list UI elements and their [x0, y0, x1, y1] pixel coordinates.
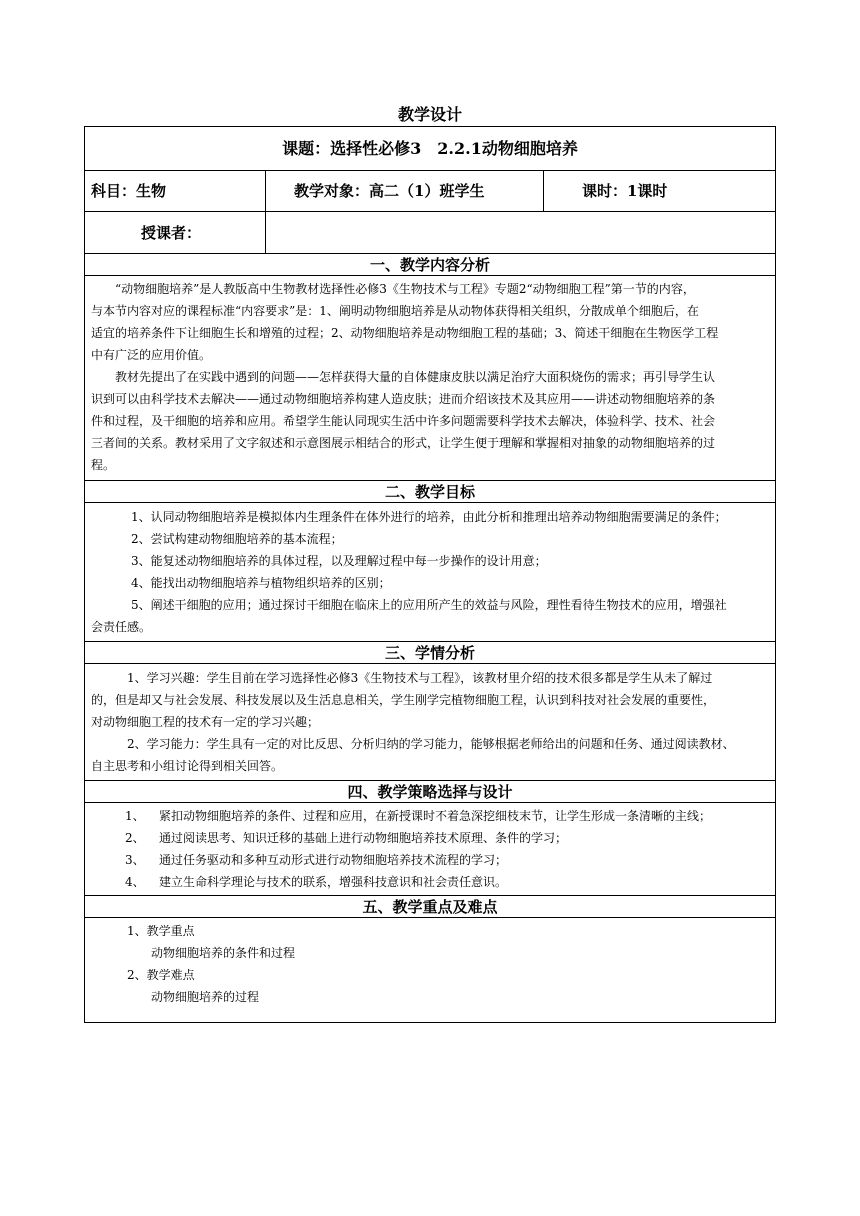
- goal-line: 1、认同动物细胞培养是模拟体内生理条件在体外进行的培养，由此分析和推理出培养动物细胞需要满足的条件；: [131, 510, 727, 524]
- goal-line: 5、阐述干细胞的应用；通过探讨干细胞在临床上的应用所产生的效益与风险，理性看待生物技术的应用，增强社: [131, 598, 727, 612]
- paragraph-line: “动物细胞培养”是人教版高中生物教材选择性必修3《生物技术与工程》专题2“动物细胞工程”第一节的内容，: [115, 282, 695, 296]
- goal-line: 4、能找出动物细胞培养与植物组织培养的区别；: [131, 576, 391, 590]
- section-body-strategy: [85, 802, 775, 895]
- strategy-item: [91, 805, 769, 827]
- teacher-value: [266, 212, 775, 253]
- strategy-text: 紧扣动物细胞培养的条件、过程和应用，在新授课时不着急深挖细枝末节，让学生形成一条清晰的主线；: [159, 809, 712, 823]
- strategy-text: 建立生命科学理论与技术的联系，增强科技意识和社会责任意识。: [159, 875, 508, 889]
- section-heading-content-analysis: 一、教学内容分析: [85, 253, 775, 275]
- lesson-plan-table: [84, 126, 776, 1023]
- key-point-label: 1、教学重点: [127, 924, 195, 938]
- section-heading-student-analysis: 三、学情分析: [85, 641, 775, 663]
- analysis-line: 自主思考和小组讨论得到相关回答。: [91, 759, 284, 773]
- analysis-line: 1、学习兴趣：学生目前在学习选择性必修3《生物技术与工程》，该教材里介绍的技术很多都是学生从未了解过: [127, 671, 713, 685]
- subject-cell: 科目：生物: [85, 171, 266, 211]
- paragraph-line: 三者间的关系。教材采用了文字叙述和示意图展示相结合的形式，让学生便于理解和掌握相对抽象的动物细胞培养的过: [91, 436, 716, 450]
- goal-line: 会责任感。: [91, 620, 152, 634]
- target-cell: 教学对象：高二（1）班学生: [266, 171, 544, 211]
- paragraph-line: 适宜的培养条件下让细胞生长和增殖的过程；2、动物细胞培养是动物细胞工程的基础；3、简述干细胞在生物医学工程: [91, 326, 719, 340]
- difficulty-label: 2、教学难点: [127, 968, 195, 982]
- paragraph-line: 中有广泛的应用价值。: [91, 348, 212, 362]
- analysis-line: 2、学习能力：学生具有一定的对比反思、分析归纳的学习能力，能够根据老师给出的问题和任务、通过阅读教材、: [127, 737, 735, 751]
- section-heading-teaching-goals: 二、教学目标: [85, 480, 775, 502]
- section-body-content-analysis: [85, 275, 775, 480]
- strategy-item: [91, 849, 769, 871]
- strategy-number: 4、: [125, 875, 145, 889]
- strategy-text: 通过任务驱动和多种互动形式进行动物细胞培养技术流程的学习；: [159, 853, 508, 867]
- course-title: 课题：选择性必修3 2.2.1动物细胞培养: [282, 139, 578, 158]
- strategy-item: [91, 871, 769, 893]
- meta-row: [85, 170, 775, 211]
- strategy-item: [91, 827, 769, 849]
- paragraph-line: 程。: [91, 458, 116, 472]
- strategy-number: 2、: [125, 831, 145, 845]
- key-point-text: 动物细胞培养的条件和过程: [151, 946, 296, 960]
- analysis-line: 对动物细胞工程的技术有一定的学习兴趣；: [91, 715, 320, 729]
- strategy-number: 3、: [125, 853, 145, 867]
- document-title: 教学设计: [397, 105, 462, 124]
- teacher-row: [85, 211, 775, 253]
- section-body-student-analysis: [85, 663, 775, 780]
- paragraph-line: 件和过程，及干细胞的培养和应用。希望学生能认同现实生活中许多问题需要科学技术去解决，体验科学、技术、社会: [91, 414, 716, 428]
- strategy-text: 通过阅读思考、知识迁移的基础上进行动物细胞培养技术原理、条件的学习；: [159, 831, 568, 845]
- section-body-key-points: [85, 917, 775, 1022]
- goal-line: 2、尝试构建动物细胞培养的基本流程；: [131, 532, 343, 546]
- goal-line: 3、能复述动物细胞培养的具体过程，以及理解过程中每一步操作的设计用意；: [131, 554, 547, 568]
- teacher-label: 授课者：: [85, 212, 266, 253]
- difficulty-text: 动物细胞培养的过程: [151, 990, 260, 1004]
- section-body-teaching-goals: [85, 502, 775, 641]
- hours-cell: 课时：1课时: [582, 182, 668, 200]
- paragraph-line: 与本节内容对应的课程标准“内容要求”是：1、阐明动物细胞培养是从动物体获得相关组织，分散成单个细胞后，在: [91, 304, 699, 318]
- section-heading-key-points: 五、教学重点及难点: [85, 895, 775, 917]
- section-heading-strategy: 四、教学策略选择与设计: [85, 780, 775, 802]
- analysis-line: 的，但是却又与社会发展、科技发展以及生活息息相关，学生刚学完植物细胞工程，认识到科技对社会发展的重要性，: [91, 693, 716, 707]
- paragraph-line: 识到可以由科学技术去解决——通过动物细胞培养构建人造皮肤；进而介绍该技术及其应用——讲述动物细胞培养的条: [91, 392, 716, 406]
- strategy-number: 1、: [125, 809, 145, 823]
- paragraph-line: 教材先提出了在实践中遇到的问题——怎样获得大量的自体健康皮肤以满足治疗大面积烧伤的需求；再引导学生认: [115, 370, 716, 384]
